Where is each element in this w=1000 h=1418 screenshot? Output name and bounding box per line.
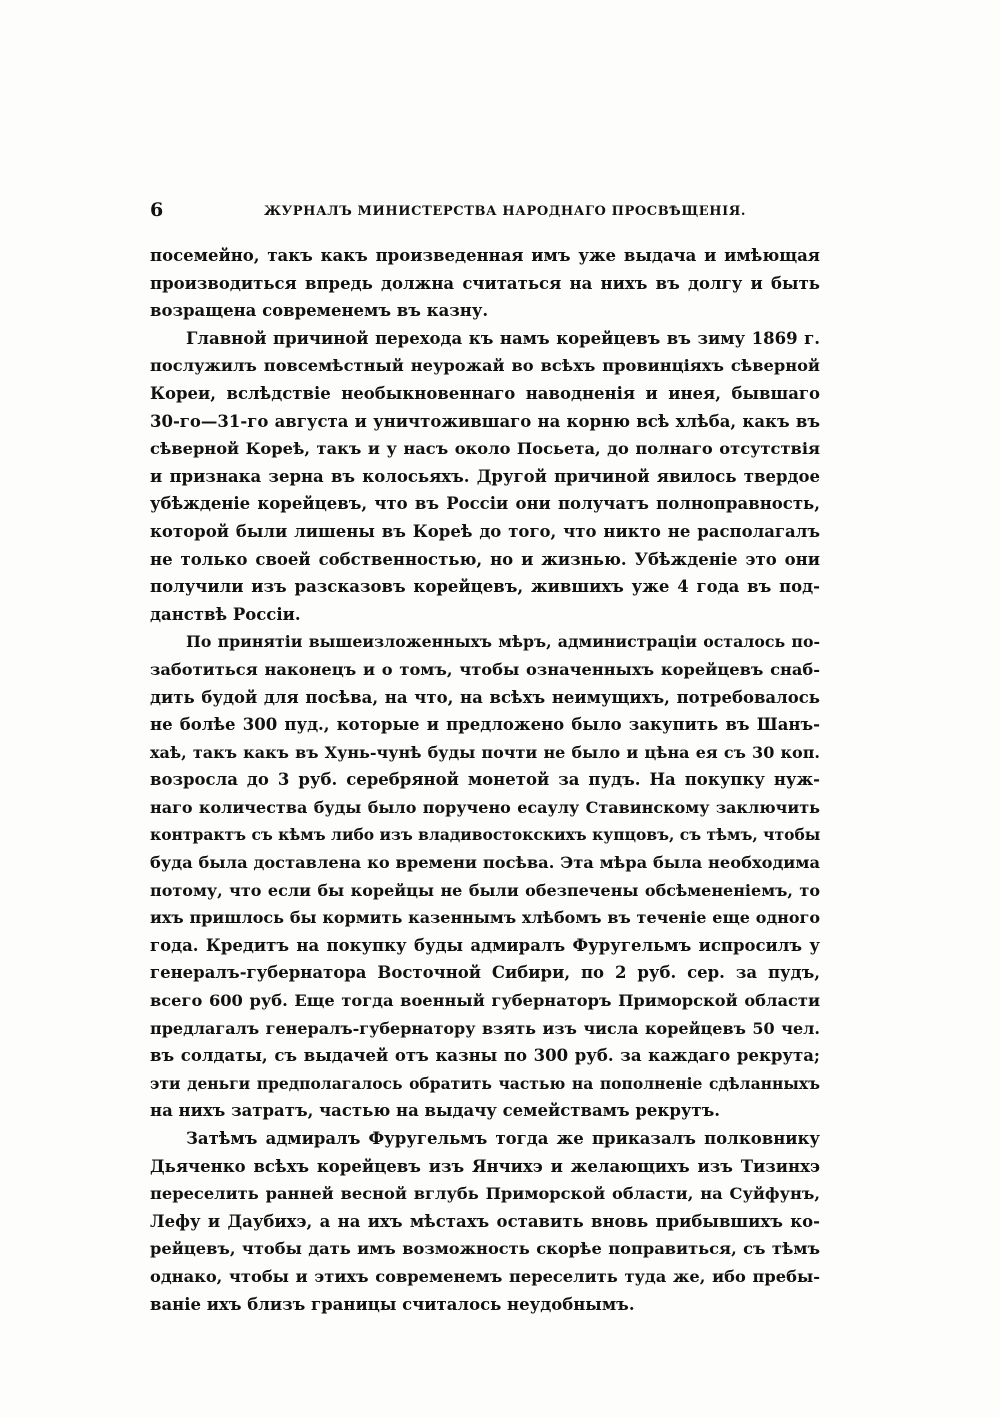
text-line: Дьяченко всѣхъ корейцевъ изъ Янчихэ и желающихъ изъ Тизинхэ (150, 1156, 820, 1176)
text-line: всего 600 руб. Еще тогда военный губернаторъ Приморской области (150, 991, 820, 1011)
text-line: ихъ пришлось бы кормить казеннымъ хлѣбомъ въ теченіе еще одного (150, 908, 820, 928)
text-line: не только своей собственностью, но и жизнью. Убѣжденіе это они (150, 549, 820, 569)
text-line: въ солдаты, съ выдачей отъ казны по 300 руб. за каждаго рекрута; (150, 1046, 820, 1066)
text-line: получили изъ разсказовъ корейцевъ, жившихъ уже 4 года въ под- (150, 577, 820, 597)
text-line: которой были лишены въ Кореѣ до того, что никто не располагалъ (150, 521, 820, 541)
text-line: возращена современемъ въ казну. (150, 301, 489, 321)
text-line: не болѣе 300 пуд., которые и предложено было закупить въ Шанъ- (150, 715, 820, 735)
text-line: генералъ-губернатора Восточной Сибири, по 2 руб. сер. за пудъ, (150, 963, 820, 983)
text-line: Затѣмъ адмиралъ Фуругельмъ тогда же приказалъ полковнику (186, 1129, 820, 1148)
text-line: хаѣ, такъ какъ въ Хунь-чунѣ буды почти не было и цѣна ея съ 30 коп. (150, 742, 820, 762)
text-line: заботиться наконецъ и о томъ, чтобы означенныхъ корейцевъ снаб- (150, 659, 820, 679)
text-line: Главной причиной перехода къ намъ корейцевъ въ зиму 1869 г. (186, 328, 820, 348)
running-title: ЖУРНАЛЪ МИНИСТЕРСТВА НАРОДНАГО ПРОСВѢЩЕНІЯ. (264, 204, 747, 219)
text-line: данствѣ Россіи. (150, 604, 301, 624)
body-text (150, 242, 820, 1318)
text-line: посемейно, такъ какъ произведенная имъ уже выдача и имѣющая (150, 246, 820, 265)
text-line: 30-го—31-го августа и уничтожившаго на корню всѣ хлѣба, какъ въ (150, 411, 820, 431)
text-line: переселить ранней весной вглубь Приморской области, на Суйфунъ, (150, 1184, 820, 1204)
text-line: убѣжденіе корейцевъ, что въ Россіи они получатъ полноправность, (150, 494, 820, 514)
page-header (150, 198, 820, 224)
text-line: возросла до 3 руб. серебряной монетой за пудъ. На покупку нуж- (150, 770, 820, 790)
text-line: эти деньги предполагалось обратить частью на пополненіе сдѣланныхъ (150, 1073, 820, 1093)
text-line: сѣверной Кореѣ, такъ и у насъ около Посьета, до полнаго отсутствія (150, 439, 820, 459)
text-line: производиться впредь должна считаться на нихъ въ долгу и быть (150, 273, 820, 293)
text-line: дить будой для посѣва, на что, на всѣхъ неимущихъ, потребовалось (150, 687, 820, 707)
text-line: однако, чтобы и этихъ современемъ переселить туда же, ибо пребы- (150, 1266, 820, 1286)
text-line: потому, что если бы корейцы не были обезпечены обсѣмененіемъ, то (150, 880, 820, 900)
text-line: буда была доставлена ко времени посѣва. Эта мѣра была необходима (150, 853, 820, 873)
text-line: Лефу и Даубихэ, а на ихъ мѣстахъ оставить вновь прибывшихъ ко- (150, 1211, 820, 1231)
text-line: рейцевъ, чтобы дать имъ возможность скорѣе поправиться, съ тѣмъ (150, 1239, 820, 1259)
text-line: контрактъ съ кѣмъ либо изъ владивостокскихъ купцовъ, съ тѣмъ, чтобы (150, 825, 820, 845)
text-line: предлагалъ генералъ-губернатору взять изъ числа корейцевъ 50 чел. (150, 1018, 820, 1038)
page-number: 6 (150, 199, 164, 221)
text-line: года. Кредитъ на покупку буды адмиралъ Фуругельмъ испросилъ у (150, 935, 820, 955)
text-line: По принятіи вышеизложенныхъ мѣръ, администраціи осталось по- (186, 632, 820, 652)
text-line: наго количества буды было поручено есаулу Ставинскому заключить (150, 797, 820, 817)
text-line: и признака зерна въ колосьяхъ. Другой причиной явилось твердое (150, 466, 820, 486)
text-line: Кореи, вслѣдствіе необыкновеннаго наводненія и инея, бывшаго (150, 383, 820, 403)
text-line: на нихъ затратъ, частью на выдачу семействамъ рекрутъ. (150, 1101, 721, 1121)
text-line: послужилъ повсемѣстный неурожай во всѣхъ провинціяхъ сѣверной (150, 356, 820, 376)
text-line: ваніе ихъ близъ границы считалось неудобнымъ. (150, 1294, 635, 1314)
